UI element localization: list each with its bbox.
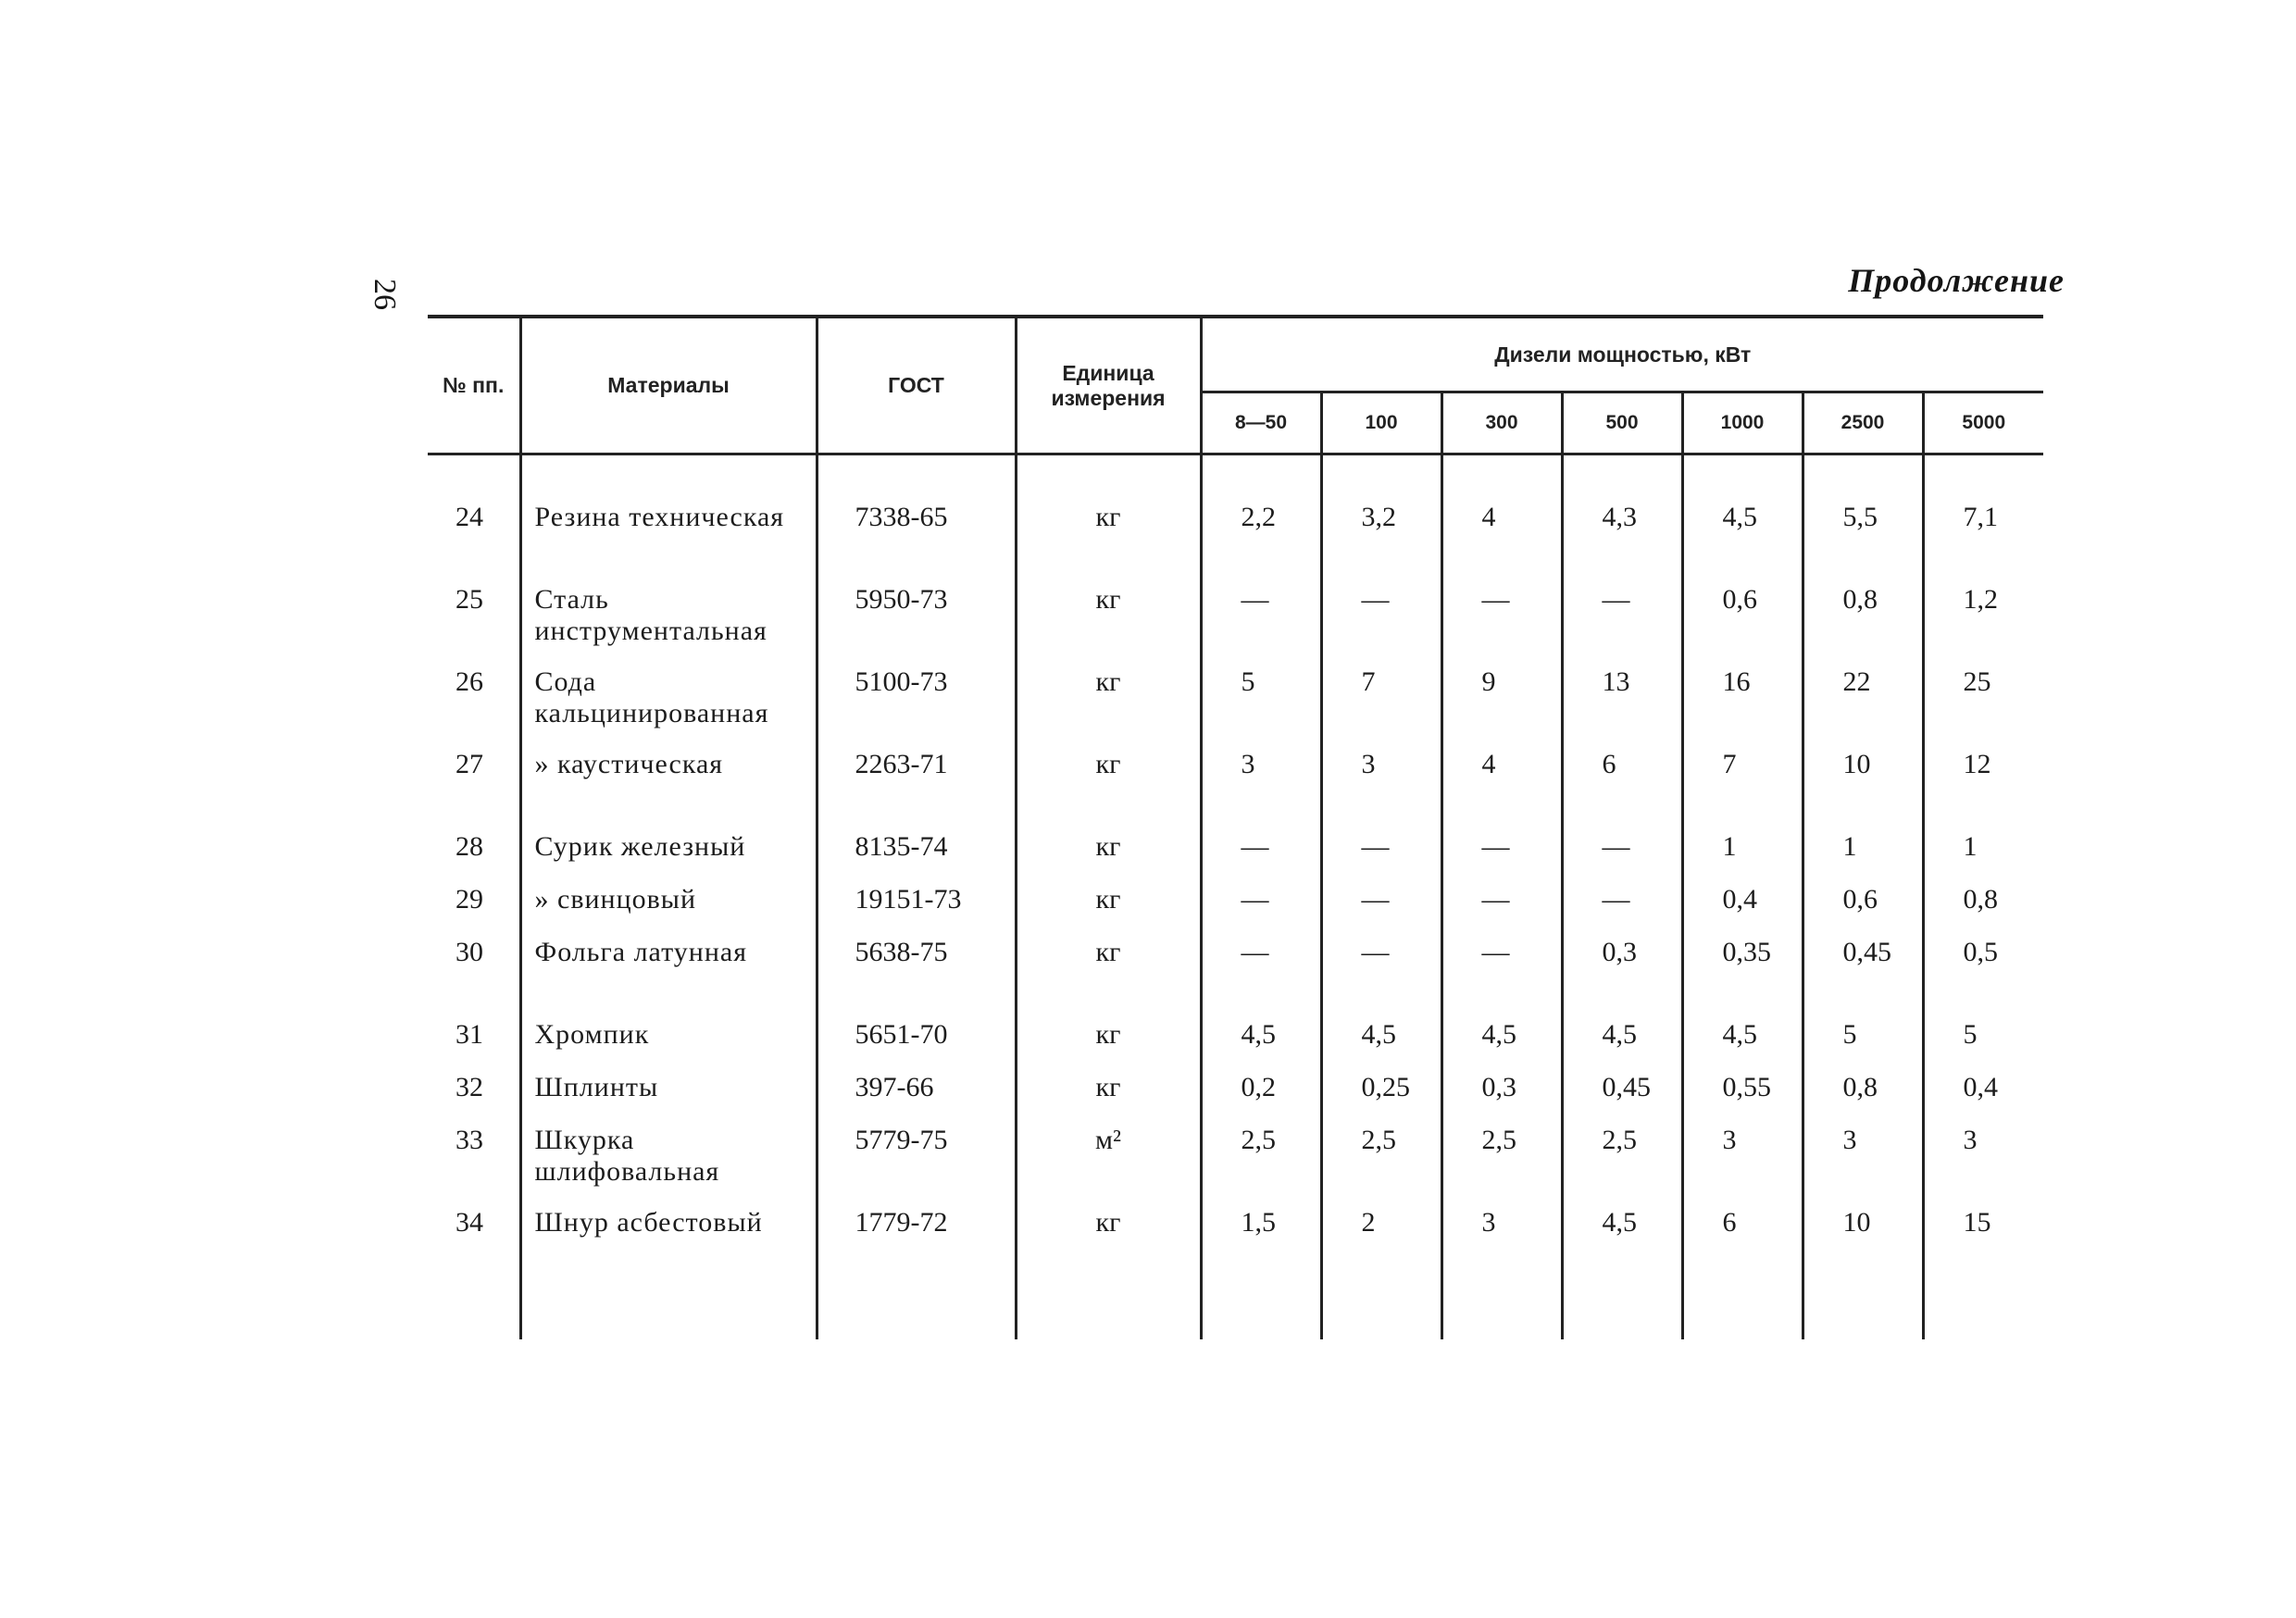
spacer-cell (1201, 1284, 1321, 1339)
spacer-cell (1562, 1284, 1682, 1339)
value-cell: 0,45 (1803, 931, 1923, 1014)
gost-code: 5950-73 (817, 579, 1016, 661)
value-cell: 0,5 (1923, 931, 2043, 1014)
value-cell: 5 (1923, 1014, 2043, 1066)
header-num: № пп. (428, 317, 520, 454)
table-row (428, 1119, 2043, 1201)
table-body (428, 454, 2043, 1340)
header-power-group: Дизели мощностью, кВт (1201, 317, 2043, 392)
value-cell: 0,8 (1803, 1066, 1923, 1119)
value-cell: 2,5 (1321, 1119, 1441, 1201)
table-header (428, 317, 2043, 454)
value-cell: — (1321, 931, 1441, 1014)
value-cell: 4,5 (1562, 1014, 1682, 1066)
header-gost: ГОСТ (817, 317, 1016, 454)
gost-code: 7338-65 (817, 496, 1016, 579)
value-cell: — (1321, 826, 1441, 878)
header-power: 300 (1441, 392, 1562, 454)
value-cell: 22 (1803, 661, 1923, 743)
gost-code: 5651-70 (817, 1014, 1016, 1066)
value-cell: 2 (1321, 1201, 1441, 1284)
value-cell: 13 (1562, 661, 1682, 743)
spacer-cell (1682, 1284, 1803, 1339)
gost-code: 2263-71 (817, 743, 1016, 826)
value-cell: 0,45 (1562, 1066, 1682, 1119)
table-row (428, 1014, 2043, 1066)
unit-cell: кг (1016, 1201, 1201, 1284)
spacer-cell (428, 454, 520, 497)
material-name: Резина техническая (520, 496, 817, 579)
spacer-cell (1441, 1284, 1562, 1339)
header-power: 1000 (1682, 392, 1803, 454)
spacer-cell (817, 1284, 1016, 1339)
row-number: 24 (455, 502, 483, 532)
value-cell: 4,5 (1562, 1201, 1682, 1284)
value-cell: — (1441, 579, 1562, 661)
spacer-cell (1803, 454, 1923, 497)
value-cell: 7 (1321, 661, 1441, 743)
row-number: 34 (455, 1207, 483, 1238)
header-power: 100 (1321, 392, 1441, 454)
value-cell: 4,5 (1441, 1014, 1562, 1066)
header-power: 8—50 (1201, 392, 1321, 454)
table-row (428, 878, 2043, 931)
value-cell: 10 (1803, 1201, 1923, 1284)
spacer-cell (1803, 1284, 1923, 1339)
spacer-cell (520, 454, 817, 497)
unit-cell: м² (1016, 1119, 1201, 1201)
spacer-cell (1923, 1284, 2043, 1339)
value-cell: 0,8 (1803, 579, 1923, 661)
unit-cell: кг (1016, 931, 1201, 1014)
value-cell: 0,55 (1682, 1066, 1803, 1119)
table-row (428, 661, 2043, 743)
unit-cell: кг (1016, 661, 1201, 743)
value-cell: 7,1 (1923, 496, 2043, 579)
row-number: 33 (455, 1125, 483, 1155)
value-cell: 2,2 (1201, 496, 1321, 579)
value-cell: 1 (1803, 826, 1923, 878)
material-name: » каустическая (520, 743, 817, 826)
value-cell: — (1441, 826, 1562, 878)
value-cell: 2,5 (1201, 1119, 1321, 1201)
unit-cell: кг (1016, 496, 1201, 579)
gost-code: 5779-75 (817, 1119, 1016, 1201)
row-number: 30 (455, 937, 483, 967)
material-name: Сталь инструментальная (520, 579, 817, 661)
value-cell: 1,2 (1923, 579, 2043, 661)
spacer-cell (1201, 454, 1321, 497)
value-cell: 5 (1201, 661, 1321, 743)
value-cell: 4,5 (1682, 1014, 1803, 1066)
material-name: Шкурка шлифовальная (520, 1119, 817, 1201)
header-power: 500 (1562, 392, 1682, 454)
value-cell: 4,5 (1321, 1014, 1441, 1066)
row-number: 29 (455, 884, 483, 915)
value-cell: — (1562, 579, 1682, 661)
value-cell: 0,2 (1201, 1066, 1321, 1119)
value-cell: 16 (1682, 661, 1803, 743)
value-cell: 5 (1803, 1014, 1923, 1066)
value-cell: — (1321, 579, 1441, 661)
spacer-cell (1321, 454, 1441, 497)
value-cell: 0,4 (1923, 1066, 2043, 1119)
table-row (428, 1201, 2043, 1284)
gost-code: 5638-75 (817, 931, 1016, 1014)
value-cell: 4 (1441, 496, 1562, 579)
value-cell: 3 (1321, 743, 1441, 826)
value-cell: 3,2 (1321, 496, 1441, 579)
unit-cell: кг (1016, 826, 1201, 878)
value-cell: 3 (1682, 1119, 1803, 1201)
gost-code: 8135-74 (817, 826, 1016, 878)
value-cell: — (1201, 579, 1321, 661)
value-cell: 1 (1923, 826, 2043, 878)
value-cell: 25 (1923, 661, 2043, 743)
gost-code: 1779-72 (817, 1201, 1016, 1284)
spacer-cell (1016, 1284, 1201, 1339)
value-cell: 7 (1682, 743, 1803, 826)
row-number: 31 (455, 1019, 483, 1050)
material-name: Фольга латунная (520, 931, 817, 1014)
value-cell: — (1441, 878, 1562, 931)
spacer-cell (817, 454, 1016, 497)
continuation-label: Продолжение (1848, 262, 2065, 299)
value-cell: 15 (1923, 1201, 2043, 1284)
value-cell: — (1201, 931, 1321, 1014)
table-row (428, 579, 2043, 661)
value-cell: 10 (1803, 743, 1923, 826)
unit-cell: кг (1016, 579, 1201, 661)
value-cell: 6 (1562, 743, 1682, 826)
value-cell: — (1562, 826, 1682, 878)
row-number: 25 (455, 584, 483, 615)
value-cell: 0,6 (1682, 579, 1803, 661)
unit-cell: кг (1016, 743, 1201, 826)
spacer-row (428, 454, 2043, 497)
spacer-cell (1321, 1284, 1441, 1339)
material-name: » свинцовый (520, 878, 817, 931)
row-number: 27 (455, 749, 483, 779)
value-cell: — (1321, 878, 1441, 931)
value-cell: 9 (1441, 661, 1562, 743)
value-cell: 1,5 (1201, 1201, 1321, 1284)
materials-table (428, 315, 2043, 1339)
spacer-cell (520, 1284, 817, 1339)
value-cell: 6 (1682, 1201, 1803, 1284)
value-cell: 12 (1923, 743, 2043, 826)
value-cell: 0,4 (1682, 878, 1803, 931)
value-cell: 0,25 (1321, 1066, 1441, 1119)
value-cell: 2,5 (1562, 1119, 1682, 1201)
material-name: Шплинты (520, 1066, 817, 1119)
table-row (428, 931, 2043, 1014)
spacer-cell (1923, 454, 2043, 497)
value-cell: 3 (1923, 1119, 2043, 1201)
value-cell: 0,35 (1682, 931, 1803, 1014)
table-row (428, 743, 2043, 826)
value-cell: 3 (1803, 1119, 1923, 1201)
spacer-cell (428, 1284, 520, 1339)
spacer-cell (1016, 454, 1201, 497)
value-cell: 1 (1682, 826, 1803, 878)
value-cell: 0,6 (1803, 878, 1923, 931)
value-cell: 3 (1201, 743, 1321, 826)
header-power: 2500 (1803, 392, 1923, 454)
spacer-row (428, 1284, 2043, 1339)
value-cell: — (1441, 931, 1562, 1014)
material-name: Хромпик (520, 1014, 817, 1066)
gost-code: 19151-73 (817, 878, 1016, 931)
row-number: 28 (455, 831, 483, 862)
table-row (428, 826, 2043, 878)
spacer-cell (1682, 454, 1803, 497)
value-cell: 4,5 (1201, 1014, 1321, 1066)
unit-cell: кг (1016, 878, 1201, 931)
table-row (428, 496, 2043, 579)
value-cell: 3 (1441, 1201, 1562, 1284)
value-cell: 4 (1441, 743, 1562, 826)
value-cell: 5,5 (1803, 496, 1923, 579)
gost-code: 5100-73 (817, 661, 1016, 743)
spacer-cell (1562, 454, 1682, 497)
gost-code: 397-66 (817, 1066, 1016, 1119)
spacer-cell (1441, 454, 1562, 497)
value-cell: — (1201, 826, 1321, 878)
header-power: 5000 (1923, 392, 2043, 454)
value-cell: 4,3 (1562, 496, 1682, 579)
material-name: Сода кальцинированная (520, 661, 817, 743)
value-cell: 2,5 (1441, 1119, 1562, 1201)
value-cell: 4,5 (1682, 496, 1803, 579)
header-unit: Единица измерения (1016, 317, 1201, 454)
value-cell: 0,3 (1441, 1066, 1562, 1119)
header-materials: Материалы (520, 317, 817, 454)
material-name: Шнур асбестовый (520, 1201, 817, 1284)
unit-cell: кг (1016, 1066, 1201, 1119)
value-cell: — (1201, 878, 1321, 931)
value-cell: 0,3 (1562, 931, 1682, 1014)
row-number: 26 (455, 666, 483, 697)
material-name: Сурик железный (520, 826, 817, 878)
value-cell: — (1562, 878, 1682, 931)
page-number: 26 (368, 279, 402, 310)
unit-cell: кг (1016, 1014, 1201, 1066)
value-cell: 0,8 (1923, 878, 2043, 931)
row-number: 32 (455, 1072, 483, 1102)
table-row (428, 1066, 2043, 1119)
